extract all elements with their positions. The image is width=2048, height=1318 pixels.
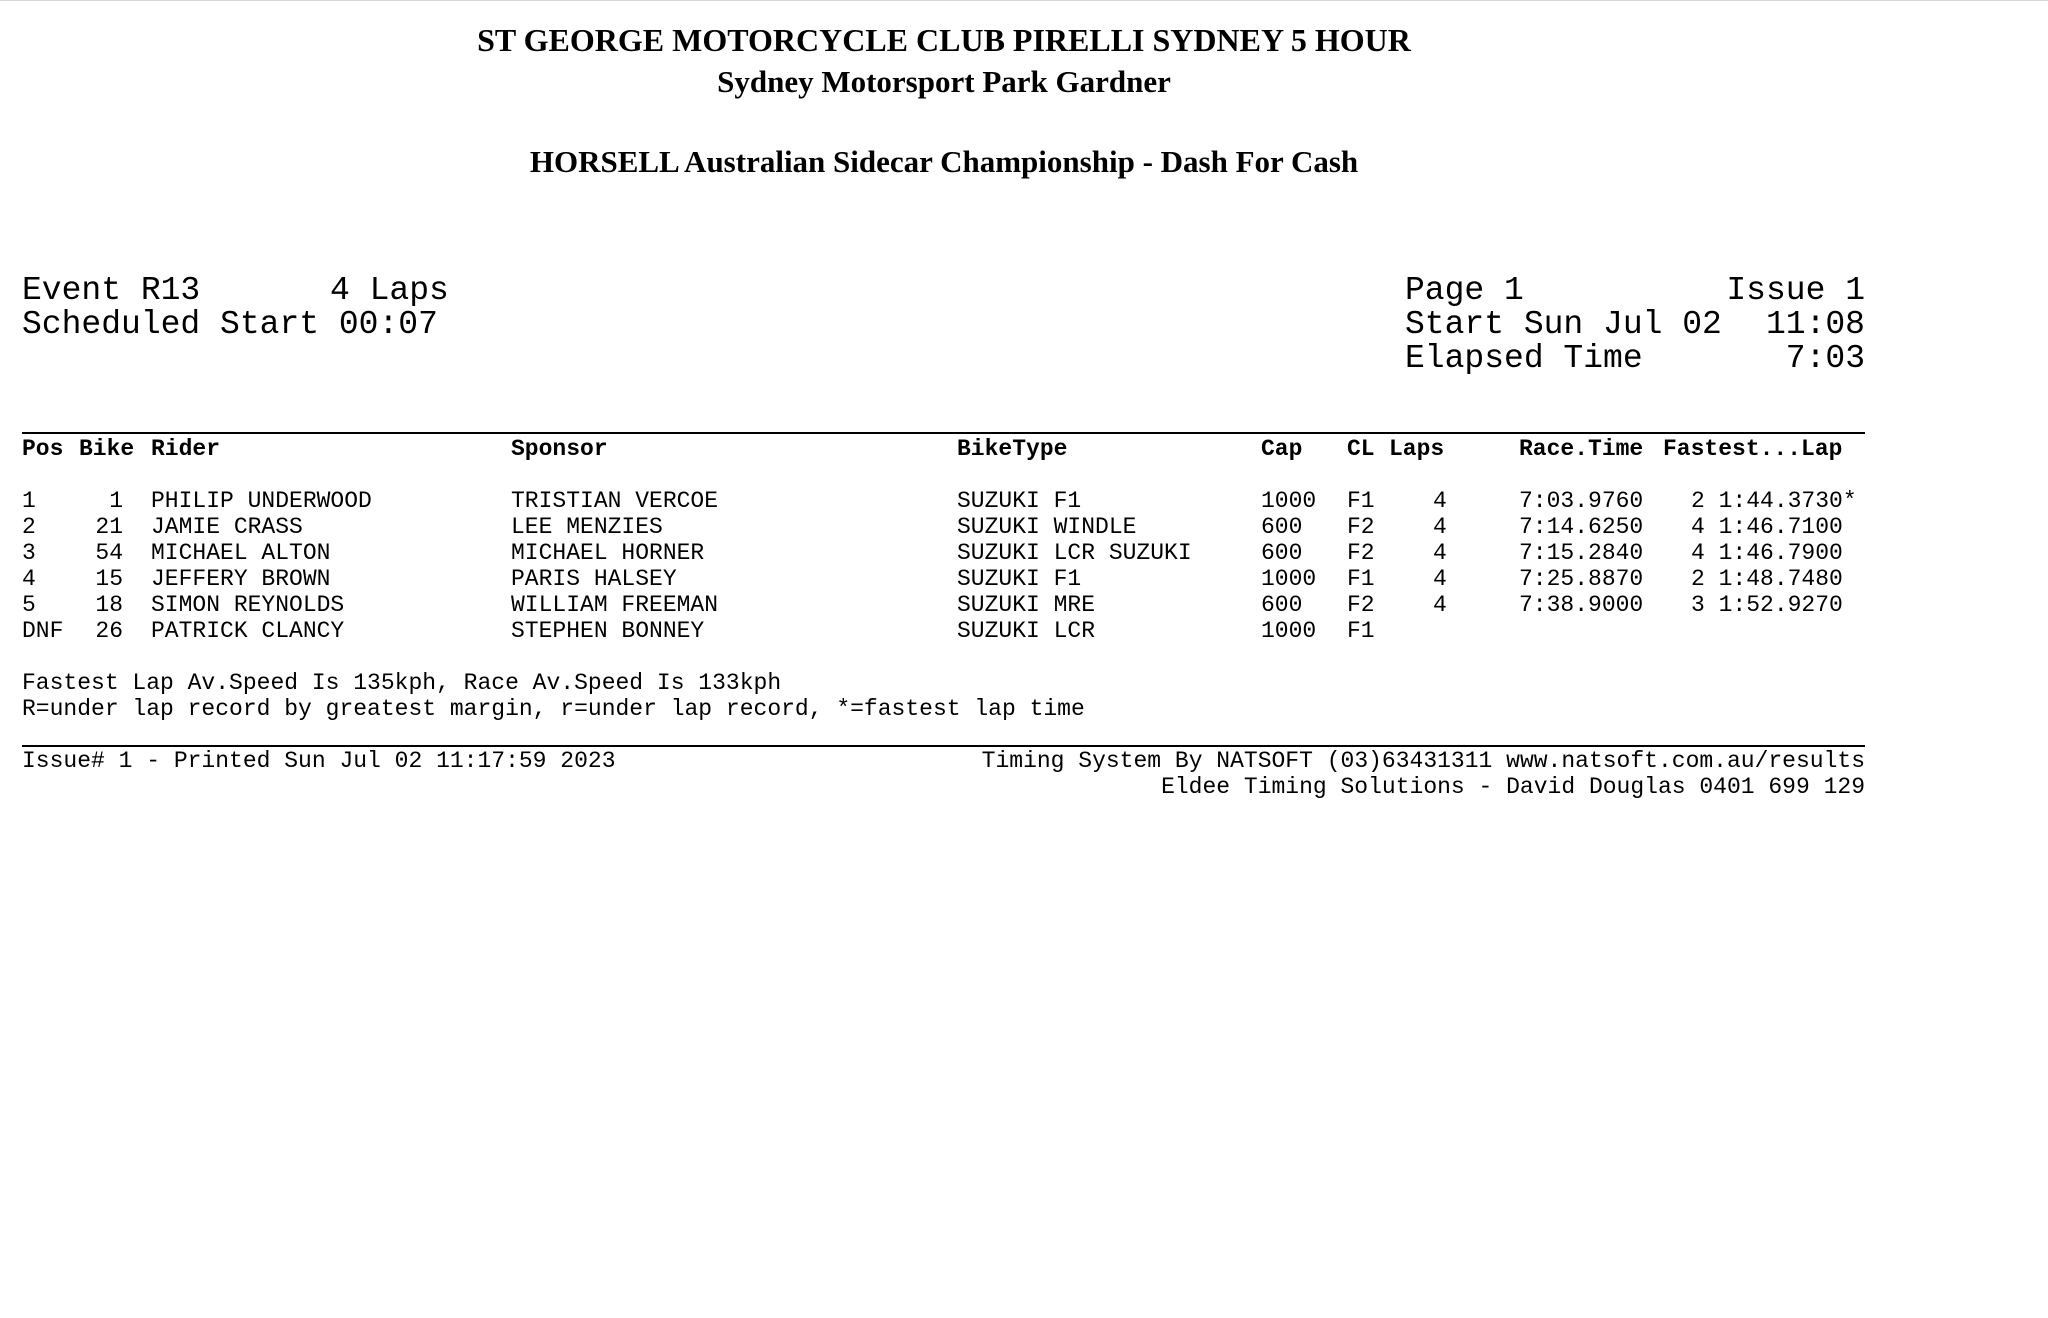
cell-laps: 4 [1433,514,1447,540]
cell-cap: 1000 [1261,618,1317,644]
race-title: HORSELL Australian Sidecar Championship - Dash For Cash [529,144,1359,179]
cell-cap: 1000 [1261,488,1317,514]
table-top-rule [22,432,1865,434]
start-date: Start Sun Jul 02 [1405,306,1722,343]
cell-pos: 2 [22,514,36,540]
cell-bike: 21 [95,514,123,540]
cell-racetime: 7:38.9000 [1519,592,1644,618]
cell-pos: DNF [22,618,64,644]
cell-bike: 26 [95,618,123,644]
cell-bike: 1 [109,488,123,514]
cell-cl: F1 [1347,488,1375,514]
cell-cl: F1 [1347,566,1375,592]
cell-biketype: SUZUKI MRE [957,592,1096,618]
cell-rider: JAMIE CRASS [151,514,303,540]
cell-bike: 54 [95,540,123,566]
page-title: ST GEORGE MOTORCYCLE CLUB PIRELLI SYDNEY 5 HOUR [477,22,1411,58]
speed-note: Fastest Lap Av.Speed Is 135kph, Race Av.Speed Is 133kph [22,670,782,696]
cell-cl: F2 [1347,592,1375,618]
cell-cl: F2 [1347,514,1375,540]
timing-credits: Eldee Timing Solutions - David Douglas 0401 699 129 [1161,774,1865,800]
cell-racetime: 7:15.2840 [1519,540,1644,566]
elapsed-label: Elapsed Time [1405,340,1643,377]
page-number: Page 1 [1405,272,1524,309]
top-border [0,0,2048,1]
cell-fastest-lap: 4 1:46.7900 [1691,540,1843,566]
cell-fastest-lap: 4 1:46.7100 [1691,514,1843,540]
cell-rider: PATRICK CLANCY [151,618,345,644]
header-racetime: Race.Time [1519,436,1644,462]
printed-info: Issue# 1 - Printed Sun Jul 02 11:17:59 2023 [22,748,616,774]
cell-pos: 5 [22,592,36,618]
cell-biketype: SUZUKI LCR [957,618,1096,644]
cell-sponsor: LEE MENZIES [511,514,663,540]
header-rider: Rider [151,436,221,462]
cell-pos: 3 [22,540,36,566]
scheduled-start: Scheduled Start 00:07 [22,306,438,343]
cell-laps: 4 [1433,488,1447,514]
header-bike: Bike [79,436,135,462]
cell-laps: 4 [1433,566,1447,592]
header-pos: Pos [22,436,64,462]
cell-fastest-lap: 2 1:48.7480 [1691,566,1843,592]
cell-sponsor: TRISTIAN VERCOE [511,488,719,514]
issue-number: Issue 1 [1726,272,1865,309]
cell-biketype: SUZUKI WINDLE [957,514,1137,540]
cell-laps: 4 [1433,540,1447,566]
cell-pos: 4 [22,566,36,592]
cell-sponsor: WILLIAM FREEMAN [511,592,719,618]
cell-racetime: 7:25.8870 [1519,566,1644,592]
cell-cap: 1000 [1261,566,1317,592]
legend-note: R=under lap record by greatest margin, r=under lap record, *=fastest lap time [22,696,1085,722]
cell-cl: F1 [1347,618,1375,644]
cell-rider: JEFFERY BROWN [151,566,331,592]
cell-cap: 600 [1261,592,1303,618]
header-laps: Laps [1389,436,1445,462]
cell-cap: 600 [1261,514,1303,540]
event-id: Event R13 [22,272,201,309]
timing-system-info: Timing System By NATSOFT (03)63431311 www.natsoft.com.au/results [981,748,1865,774]
cell-rider: SIMON REYNOLDS [151,592,345,618]
header-sponsor: Sponsor [511,436,608,462]
header-cap: Cap [1261,436,1303,462]
header-biketype: BikeType [957,436,1068,462]
cell-sponsor: STEPHEN BONNEY [511,618,705,644]
footer-rule [22,745,1865,747]
cell-bike: 15 [95,566,123,592]
cell-rider: MICHAEL ALTON [151,540,331,566]
cell-fastest-lap: 3 1:52.9270 [1691,592,1843,618]
elapsed-time: 7:03 [1785,340,1865,377]
cell-cl: F2 [1347,540,1375,566]
cell-laps: 4 [1433,592,1447,618]
cell-sponsor: PARIS HALSEY [511,566,677,592]
header-fastest-lap: Fastest...Lap [1663,436,1843,462]
cell-biketype: SUZUKI LCR SUZUKI [957,540,1192,566]
event-laps: 4 Laps [330,272,449,309]
start-time: 11:08 [1765,306,1865,343]
cell-racetime: 7:14.6250 [1519,514,1644,540]
cell-biketype: SUZUKI F1 [957,488,1082,514]
cell-rider: PHILIP UNDERWOOD [151,488,372,514]
cell-racetime: 7:03.9760 [1519,488,1644,514]
cell-biketype: SUZUKI F1 [957,566,1082,592]
venue-subtitle: Sydney Motorsport Park Gardner [717,64,1171,99]
cell-sponsor: MICHAEL HORNER [511,540,705,566]
header-cl: CL [1347,436,1375,462]
cell-cap: 600 [1261,540,1303,566]
cell-fastest-lap: 2 1:44.3730* [1691,488,1857,514]
cell-pos: 1 [22,488,36,514]
cell-bike: 18 [95,592,123,618]
